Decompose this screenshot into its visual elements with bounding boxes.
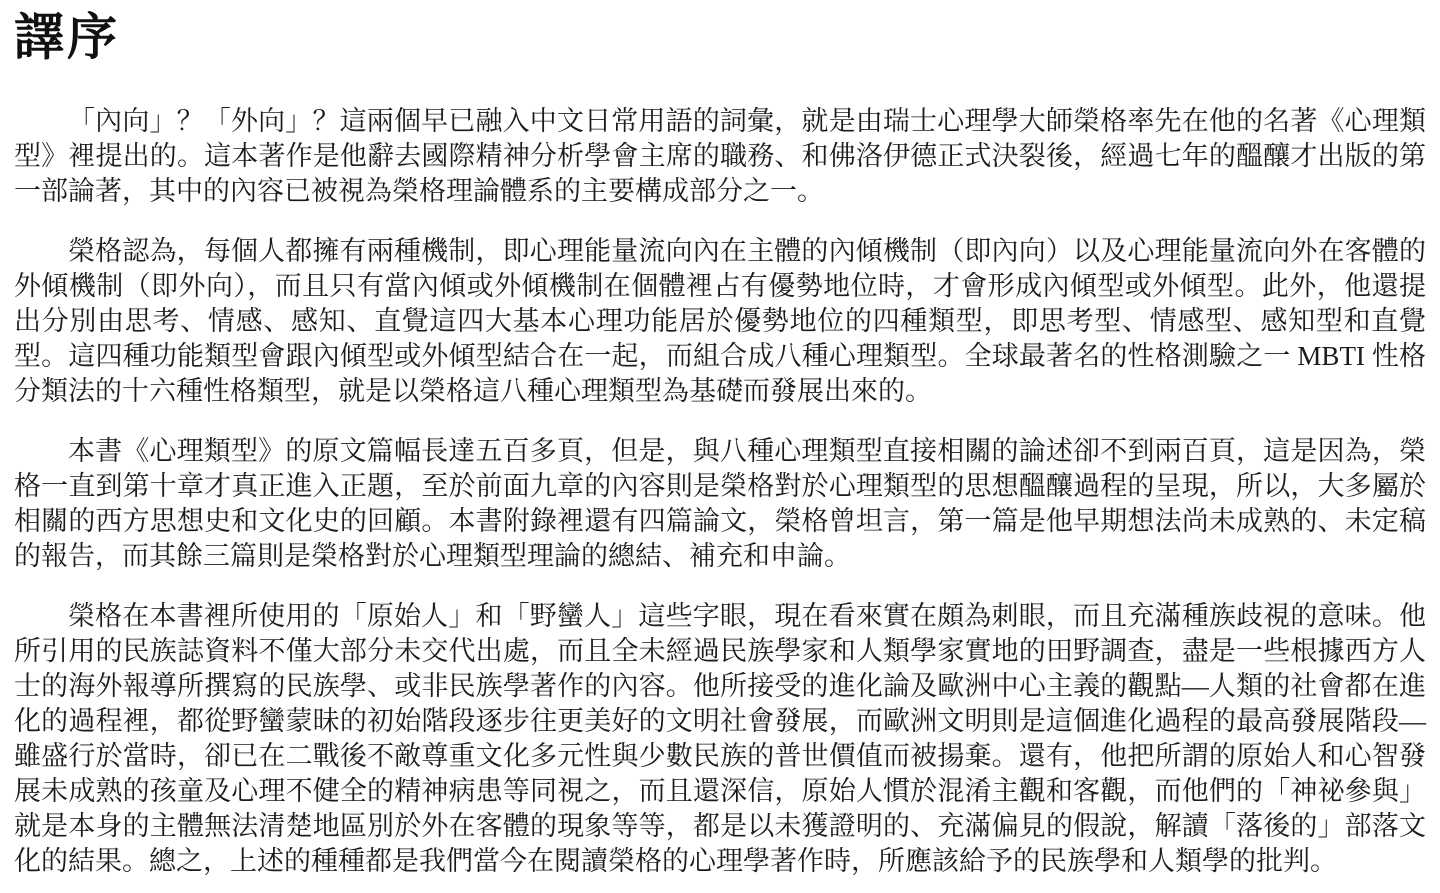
paragraph-intro-terms: 「內向」？「外向」？這兩個早已融入中文日常用語的詞彙，就是由瑞士心理學大師榮格率先在他的名著《心理類型》裡提出的。這本著作是他辭去國際精神分析學會主席的職務、和佛洛伊德正式決裂後，經過七年的醞釀才出版的第一部論著，其中的內容已被視為榮格理論體系的主要構成部分之一。 <box>14 106 1426 206</box>
paragraph-book-structure: 本書《心理類型》的原文篇幅長達五百多頁，但是，與八種心理類型直接相關的論述卻不到兩百頁，這是因為，榮格一直到第十章才真正進入正題，至於前面九章的內容則是榮格對於心理類型的思想醞釀過程的呈現，所以，大多屬於相關的西方思想史和文化史的回顧。本書附錄裡還有四篇論文，榮格曾坦言，第一篇是他早期想法尚未成熟的、未定稿的報告，而其餘三篇則是榮格對於心理類型理論的總結、補充和申論。 <box>14 436 1426 571</box>
paragraph-two-mechanisms: 榮格認為，每個人都擁有兩種機制，即心理能量流向內在主體的內傾機制（即內向）以及心理能量流向外在客體的外傾機制（即外向），而且只有當內傾或外傾機制在個體裡占有優勢地位時，才會形成內傾型或外傾型。此外，他還提出分別由思考、情感、感知、直覺這四大基本心理功能居於優勢地位的四種類型，即思考型、情感型、感知型和直覺型。這四種功能類型會跟內傾型或外傾型結合在一起，而組合成八種心理類型。全球最著名的性格測驗之一 MBTI 性格分類法的十六種性格類型，就是以榮格這八種心理類型為基礎而發展出來的。 <box>14 236 1426 406</box>
paragraph-critique: 榮格在本書裡所使用的「原始人」和「野蠻人」這些字眼，現在看來實在頗為刺眼，而且充滿種族歧視的意味。他所引用的民族誌資料不僅大部分未交代出處，而且全未經過民族學家和人類學家實地的田野調查，盡是一些根據西方人士的海外報導所撰寫的民族學、或非民族學著作的內容。他所接受的進化論及歐洲中心主義的觀點—人類的社會都在進化的過程裡，都從野蠻蒙昧的初始階段逐步往更美好的文明社會發展，而歐洲文明則是這個進化過程的最高發展階段—雖盛行於當時，卻已在二戰後不敵尊重文化多元性與少數民族的普世價值而被揚棄。還有，他把所謂的原始人和心智發展未成熟的孩童及心理不健全的精神病患等同視之，而且還深信，原始人慣於混淆主觀和客觀，而他們的「神祕參與」就是本身的主體無法清楚地區別於外在客體的現象等等，都是以未獲證明的、充滿偏見的假說，解讀「落後的」部落文化的結果。總之，上述的種種都是我們當今在閱讀榮格的心理學著作時，所應該給予的民族學和人類學的批判。 <box>14 601 1426 876</box>
page-title: 譯序 <box>14 9 120 65</box>
